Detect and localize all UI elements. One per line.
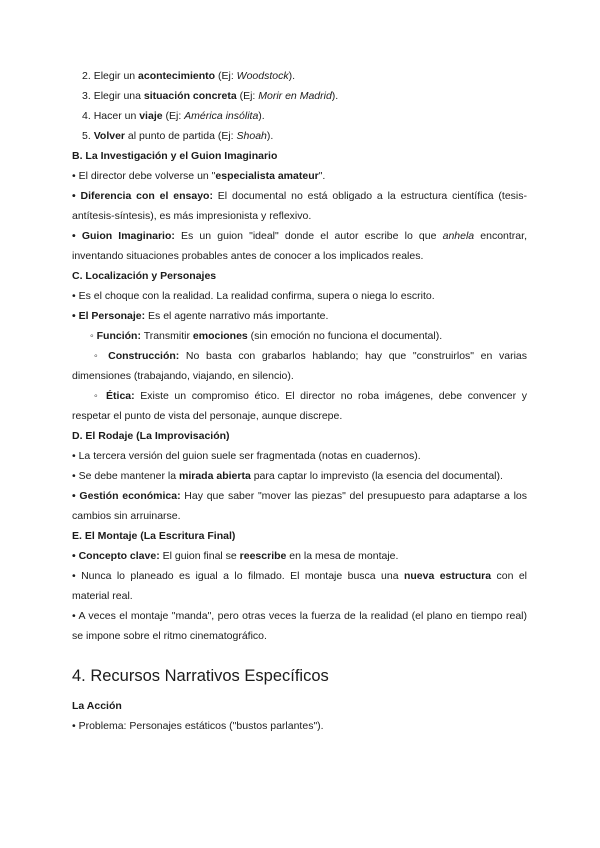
sub-bullet: ◦ Función: Transmitir emociones (sin emoción no funciona el documental). [90,330,443,342]
paragraph: • Concepto clave: El guion final se reescribe en la mesa de montaje. [72,550,399,562]
paragraph: • La tercera versión del guion suele ser fragmentada (notas en cuadernos). [72,450,421,462]
paragraph: • Es el choque con la realidad. La realidad confirma, supera o niega lo escrito. [72,290,435,302]
sub-bullet: ◦ Ética: Existe un compromiso ético. El director no roba imágenes, debe convencer y respetar el punto de vista del personaje, aunque discrepe. [72,390,527,422]
section-d-heading: D. El Rodaje (La Improvisación) [72,430,230,442]
paragraph: • Guion Imaginario: Es un guion "ideal" donde el autor escribe lo que anhela encontrar, inventando situaciones probables antes de conocer a los implicados reales. [72,230,527,262]
list-item: 3. Elegir una situación concreta (Ej: Morir en Madrid). [82,90,339,102]
paragraph: • A veces el montaje "manda", pero otras veces la fuerza de la realidad (el plano en tiempo real) se impone sobre el ritmo cinematográfico. [72,610,527,642]
paragraph: • Gestión económica: Hay que saber "mover las piezas" del presupuesto para adaptarse a los cambios sin arruinarse. [72,490,527,522]
paragraph: • Problema: Personajes estáticos ("bustos parlantes"). [72,720,324,732]
list-item: 4. Hacer un viaje (Ej: América insólita). [82,110,265,122]
paragraph: • Se debe mantener la mirada abierta para captar lo imprevisto (la esencia del documental). [72,470,503,482]
section-b-heading: B. La Investigación y el Guion Imaginario [72,150,278,162]
paragraph: • Nunca lo planeado es igual a lo filmado. El montaje busca una nueva estructura con el material real. [72,570,527,602]
section-e-heading: E. El Montaje (La Escritura Final) [72,530,236,542]
paragraph: • El director debe volverse un "especialista amateur". [72,170,326,182]
section-c-heading: C. Localización y Personajes [72,270,217,282]
list-item: 2. Elegir un acontecimiento (Ej: Woodstock). [82,70,296,82]
document-page [72,66,527,736]
section-4-heading: 4. Recursos Narrativos Específicos [72,667,329,685]
paragraph: • Diferencia con el ensayo: El documental no está obligado a la estructura científica (tesis-antítesis-síntesis), es más impresionista y reflexivo. [72,190,527,222]
sub-bullet: ◦ Construcción: No basta con grabarlos hablando; hay que "construirlos" en varias dimensiones (trabajando, viajando, en silencio). [72,350,527,382]
numbered-list [72,66,527,146]
list-item: 5. Volver al punto de partida (Ej: Shoah). [82,130,274,142]
subsection-heading: La Acción [72,700,122,712]
paragraph: • El Personaje: Es el agente narrativo más importante. [72,310,329,322]
